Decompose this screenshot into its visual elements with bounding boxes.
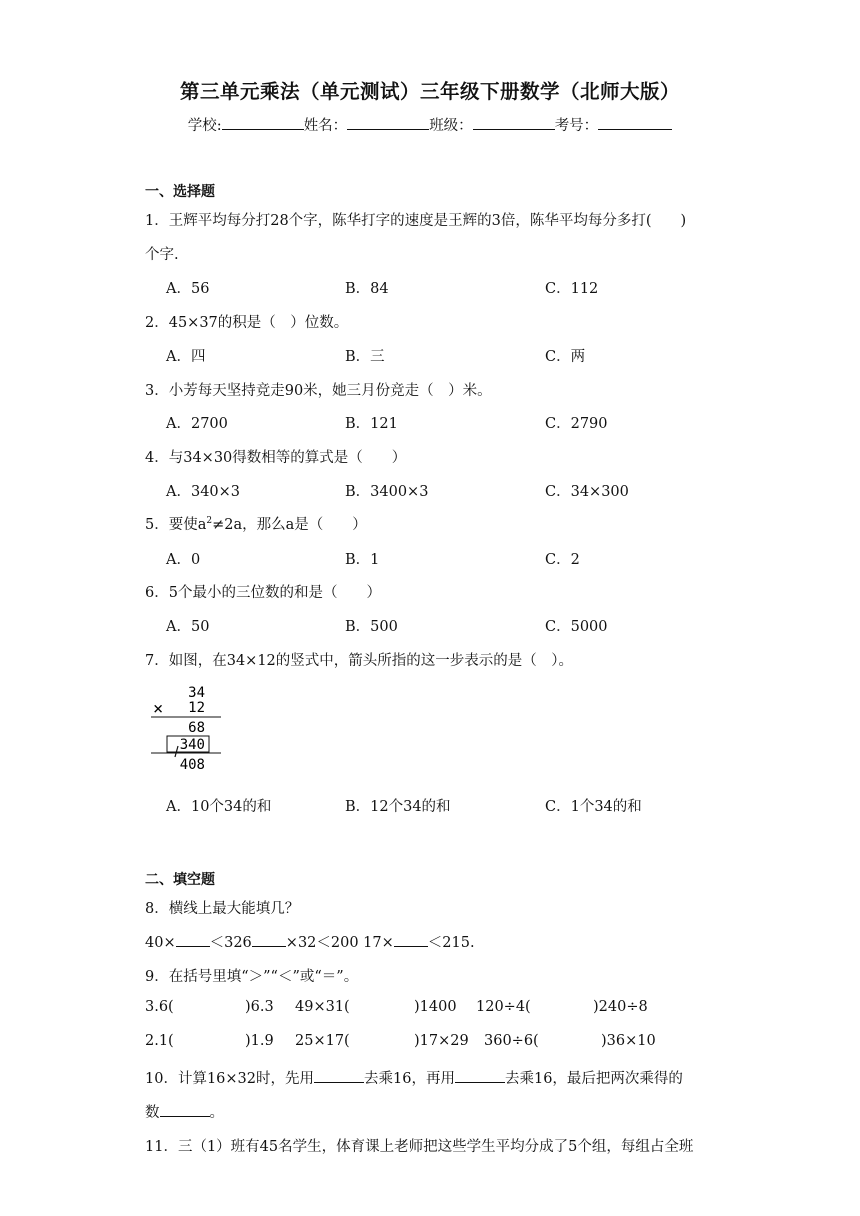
vertical-multiplication-figure xyxy=(145,682,235,774)
number-blank[interactable] xyxy=(598,115,672,130)
q10-blank-1[interactable] xyxy=(314,1069,364,1083)
q5-option-a[interactable]: A．0 xyxy=(166,552,201,568)
q5-option-b[interactable]: B．1 xyxy=(345,552,380,568)
question-11: 11．三（1）班有45名学生，体育课上老师把这些学生平均分成了5个组，每组占全班 xyxy=(145,1139,694,1155)
q6-option-b[interactable]: B．500 xyxy=(345,619,398,635)
question-1-line2: 个字. xyxy=(145,247,179,263)
question-10-line1 xyxy=(145,1067,683,1088)
q10-end: 。 xyxy=(209,1105,224,1121)
figure-partial-2: 340 xyxy=(179,737,205,753)
question-5 xyxy=(145,513,367,534)
q9-row1-item3-end: )240÷8 xyxy=(593,999,648,1015)
q4-option-b[interactable]: B．3400×3 xyxy=(345,484,429,500)
class-label: 班级： xyxy=(429,118,473,134)
figure-result: 408 xyxy=(179,757,205,773)
figure-multiplier: 12 xyxy=(188,700,205,716)
q8-part-2: ＜326 xyxy=(209,935,252,951)
q5-superscript: 2 xyxy=(206,516,213,527)
q9-row1-item2-end: )1400 xyxy=(414,999,457,1015)
school-blank[interactable] xyxy=(222,115,304,130)
question-10-line2 xyxy=(145,1101,224,1122)
q6-option-a[interactable]: A．50 xyxy=(166,619,210,635)
name-label: 姓名： xyxy=(303,118,348,134)
q6-option-c[interactable]: C．5000 xyxy=(545,619,608,635)
q5-text-post: ≠2a，那么a是（ ） xyxy=(212,517,367,533)
question-4: 4．与34×30得数相等的算式是（ ） xyxy=(145,450,407,466)
q10-part-1: 10．计算16×32时，先用 xyxy=(145,1071,315,1087)
class-blank[interactable] xyxy=(473,115,555,130)
q10-part-2: 去乘16，再用 xyxy=(364,1071,455,1087)
number-label: 考号： xyxy=(554,118,599,134)
q9-row2-item2: 25×17( xyxy=(295,1033,350,1049)
q10-blank-3[interactable] xyxy=(160,1103,210,1117)
q10-part-4: 数 xyxy=(145,1105,160,1121)
q9-row2-item1-end: )1.9 xyxy=(245,1033,274,1049)
q4-option-c[interactable]: C．34×300 xyxy=(545,484,629,500)
q9-row1-item1-end: )6.3 xyxy=(245,999,274,1015)
figure-multiply-sign: × xyxy=(153,699,164,719)
page-title: 第三单元乘法（单元测试）三年级下册数学（北师大版） xyxy=(179,80,680,103)
q8-blank-2[interactable] xyxy=(252,933,286,947)
q9-row2-item2-end: )17×29 xyxy=(414,1033,469,1049)
q9-row1-item2: 49×31( xyxy=(295,999,350,1015)
question-8: 8．横线上最大能填几？ xyxy=(145,901,300,917)
q9-row2-item3-end: )36×10 xyxy=(601,1033,656,1049)
q5-text-pre: 5．要使a xyxy=(145,517,207,533)
q10-part-3: 去乘16，最后把两次乘得的 xyxy=(504,1071,683,1087)
q5-option-c[interactable]: C．2 xyxy=(545,552,580,568)
q4-option-a[interactable]: A．340×3 xyxy=(166,484,241,500)
question-7: 7．如图，在34×12的竖式中，箭头所指的这一步表示的是（ ）。 xyxy=(145,653,574,669)
school-label: 学校: xyxy=(187,118,222,134)
q8-blank-1[interactable] xyxy=(176,933,210,947)
q1-option-b[interactable]: B．84 xyxy=(345,281,389,297)
q2-option-a[interactable]: A．四 xyxy=(166,349,206,365)
q1-option-c[interactable]: C．112 xyxy=(545,281,599,297)
q1-option-a[interactable]: A．56 xyxy=(166,281,210,297)
section-fill-heading: 二、填空题 xyxy=(145,872,215,888)
figure-multiplicand: 34 xyxy=(188,685,205,701)
figure-partial-1: 68 xyxy=(188,720,205,736)
q8-part-1: 40× xyxy=(145,935,176,951)
q9-row2-item3: 360÷6( xyxy=(484,1033,539,1049)
q8-part-4: ＜215. xyxy=(427,935,475,951)
name-blank[interactable] xyxy=(347,115,429,130)
q10-blank-2[interactable] xyxy=(455,1069,505,1083)
student-info-line xyxy=(0,114,860,135)
q9-row2-item1: 2.1( xyxy=(145,1033,174,1049)
question-2: 2．45×37的积是（ ）位数。 xyxy=(145,315,349,331)
q9-row1-item1: 3.6( xyxy=(145,999,174,1015)
q8-blank-3[interactable] xyxy=(394,933,428,947)
question-3: 3．小芳每天坚持竞走90米，她三月份竞走（ ）米。 xyxy=(145,383,492,399)
q2-option-b[interactable]: B．三 xyxy=(345,349,385,365)
q3-option-b[interactable]: B．121 xyxy=(345,416,398,432)
q3-option-c[interactable]: C．2790 xyxy=(545,416,608,432)
question-9: 9．在括号里填“＞”“＜”或“＝”。 xyxy=(145,969,359,985)
section-choice-heading: 一、选择题 xyxy=(145,184,215,200)
q3-option-a[interactable]: A．2700 xyxy=(166,416,228,432)
q7-option-c[interactable]: C．1个34的和 xyxy=(545,799,642,815)
q2-option-c[interactable]: C．两 xyxy=(545,349,586,365)
q9-row1-item3: 120÷4( xyxy=(476,999,531,1015)
q7-option-b[interactable]: B．12个34的和 xyxy=(345,799,451,815)
q8-part-3: ×32＜200 17× xyxy=(285,935,394,951)
q7-option-a[interactable]: A．10个34的和 xyxy=(166,799,272,815)
question-1-line1: 1．王辉平均每分打28个字，陈华打字的速度是王辉的3倍，陈华平均每分多打( ) xyxy=(145,213,687,229)
question-8-expressions xyxy=(145,931,475,952)
question-6: 6．5个最小的三位数的和是（ ） xyxy=(145,585,381,601)
